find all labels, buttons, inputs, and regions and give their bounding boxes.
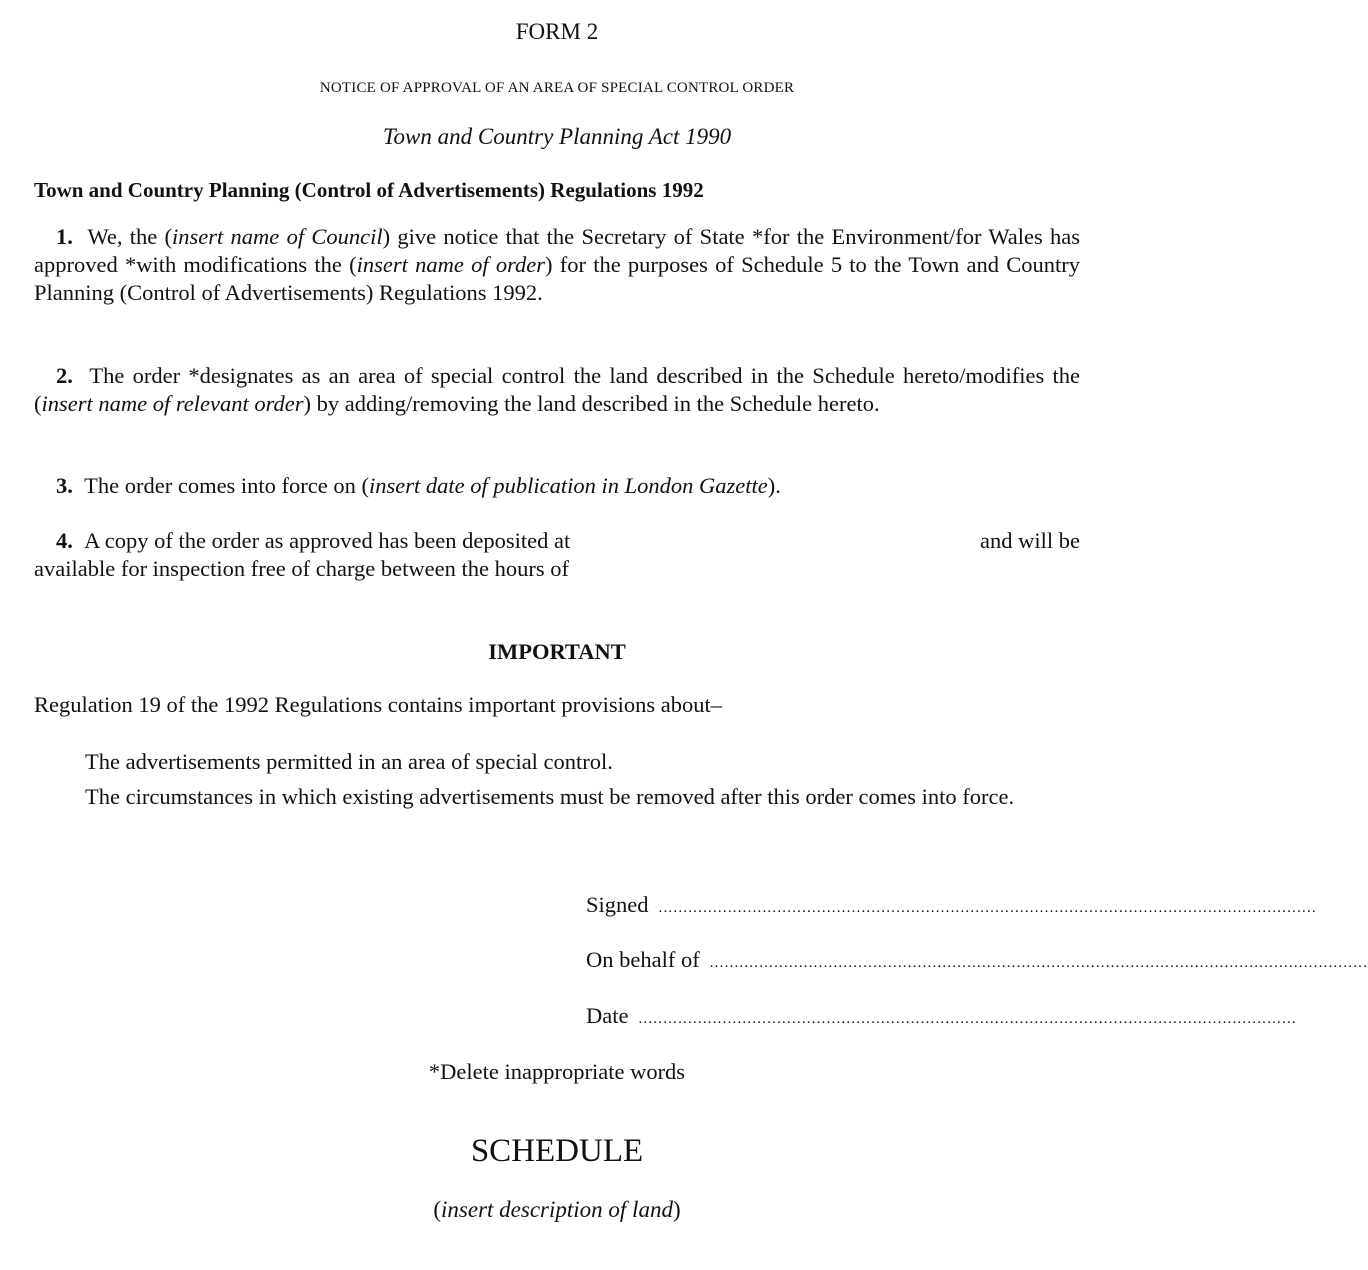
paragraph-number: 3. — [56, 473, 73, 498]
placeholder-council-name: insert name of Council — [172, 224, 383, 249]
paragraph-text: . — [775, 473, 781, 498]
paragraph-3: 3. The order comes into force on (insert date of publication in London Gazette). — [34, 472, 1080, 500]
paragraph-4-line-2: available for inspection free of charge between the hours of — [34, 556, 569, 581]
paragraph-4-line-1-end: and will be — [980, 528, 1080, 553]
delete-footnote: *Delete inappropriate words — [428, 1059, 686, 1084]
paragraph-4-line-1 — [34, 528, 570, 554]
signed-field[interactable]: ..................................................................................................................................... — [658, 900, 1317, 916]
important-item: The advertisements permitted in an area of special control. — [85, 749, 613, 774]
date-field[interactable]: ..................................................................................................................................... — [638, 1011, 1297, 1027]
paragraph-text: A copy of the order as approved has been deposited at — [84, 528, 571, 553]
paragraph-text: We, the — [87, 224, 165, 249]
important-heading: IMPORTANT — [488, 639, 626, 664]
placeholder-publication-date: insert date of publication in London Gazette — [369, 473, 768, 498]
behalf-field[interactable]: ..................................................................................................................................... — [709, 955, 1368, 971]
regulations-title: Town and Country Planning (Control of Advertisements) Regulations 1992 — [34, 178, 704, 202]
paragraph-text: for the purposes of Schedule 5 to the Town and Country Planning (Control of Advertisements) Regulations 1992. — [34, 252, 1080, 305]
schedule-description: (insert description of land) — [433, 1197, 681, 1222]
paragraph-1: 1. We, the (insert name of Council) give notice that the Secretary of State *for the Environment/for Wales has approved *with modifications the (insert name of order) for the purposes of Schedule 5 to the Town and Country Planning (Control of Advertisements) Regulations 1992. — [34, 224, 1081, 305]
paragraph-text: give notice that the Secretary of State *for the Environment/for Wales has approved *with modifications the — [34, 224, 1081, 277]
placeholder-order-name: insert name of order — [356, 252, 545, 277]
behalf-label: On behalf of — [586, 947, 700, 972]
behalf-line — [586, 947, 1368, 973]
date-label: Date — [586, 1003, 629, 1028]
important-intro: Regulation 19 of the 1992 Regulations contains important provisions about– — [34, 692, 723, 717]
signed-line — [586, 892, 1317, 918]
placeholder-relevant-order: insert name of relevant order — [41, 391, 304, 416]
paragraph-text: The order comes into force on — [84, 473, 362, 498]
date-line — [586, 1003, 1297, 1029]
signed-label: Signed — [586, 892, 649, 917]
paragraph-number: 4. — [56, 528, 73, 553]
placeholder-land-description: insert description of land — [441, 1197, 673, 1222]
act-title: Town and Country Planning Act 1990 — [382, 124, 732, 149]
form-number: FORM 2 — [515, 19, 599, 44]
paragraph-text: by adding/removing the land described in the Schedule hereto. — [311, 391, 880, 416]
paragraph-2: 2. The order *designates as an area of special control the land described in the Schedule hereto/modifies the (insert name of relevant order) by adding/removing the land described in the Schedule hereto. — [34, 363, 1080, 416]
schedule-heading: SCHEDULE — [470, 1133, 644, 1169]
paragraph-number: 2. — [56, 363, 73, 388]
notice-title: NOTICE OF APPROVAL OF AN AREA OF SPECIAL CONTROL ORDER — [319, 80, 795, 96]
paragraph-text: The order *designates as an area of special control the land described in the Schedule hereto/modifies the — [89, 363, 1080, 388]
paragraph-number: 1. — [56, 224, 73, 249]
form-page — [34, 0, 1368, 1270]
important-item: The circumstances in which existing advertisements must be removed after this order comes into force. — [85, 784, 1015, 809]
